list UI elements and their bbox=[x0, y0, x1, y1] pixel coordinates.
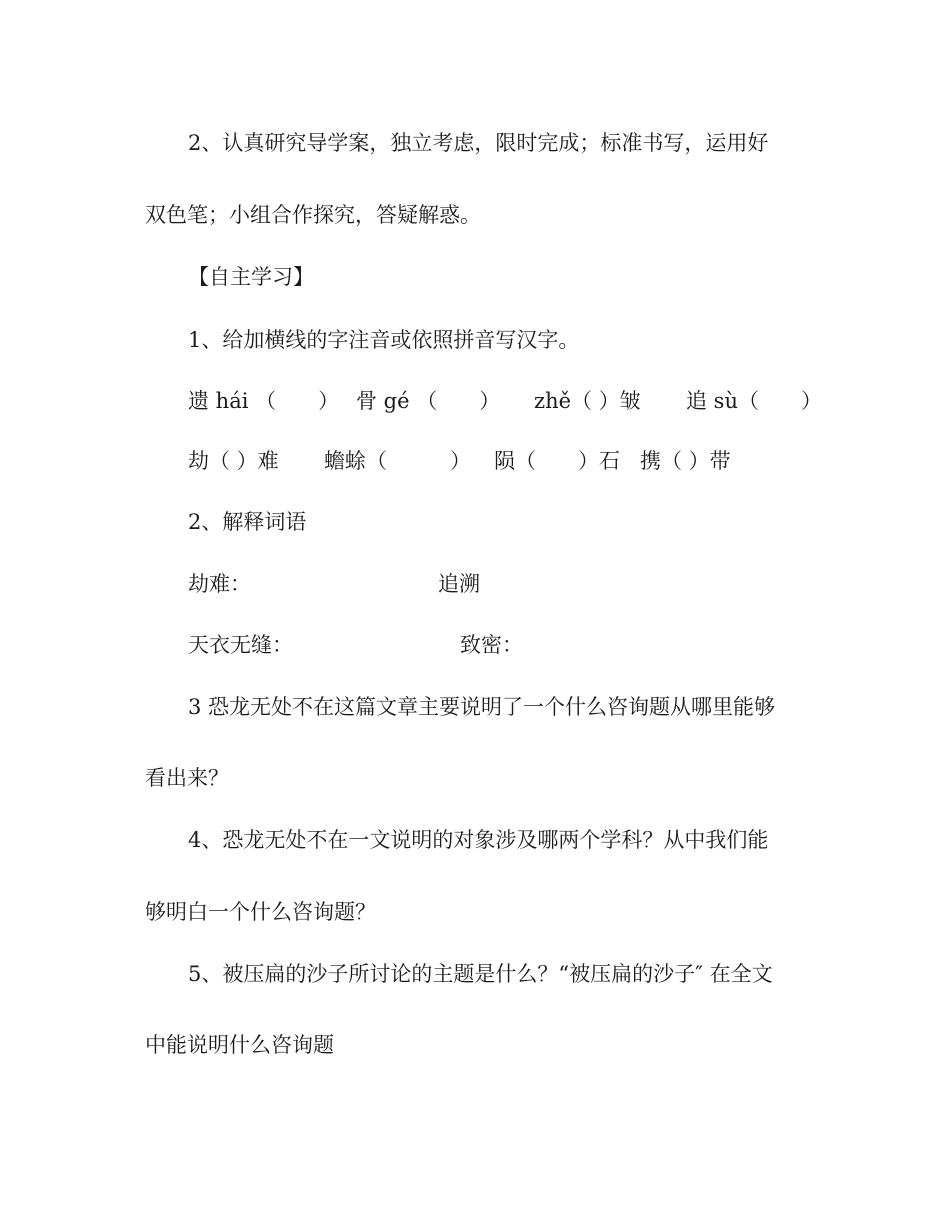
term-label: 劫难： bbox=[188, 572, 251, 596]
document-page: 2、认真研究导学案，独立考虑，限时完成；标准书写，运用好 双色笔；小组合作探究，答疑解惑。 【自主学习】 1、给加横线的字注音或依照拼音写汉字。 遗 hái （ ） 骨 gé （ ） zhě（ ）皱 追 sù（ ） 劫（ ）难 蟾蜍（ ） 陨（ ）石 携（ ）带 2、解释词语 劫难： 追溯 天衣无缝： 致密： 3 恐龙无处不在这篇文章主要说明了一个什么咨询题从哪里能够 看出来？ 4、恐龙无处不在一文说明的对象涉及哪两个学科？从中我们能 够明白一个什么咨询题？ 5、被压扁的沙子所讨论的主题是什么？“被压扁的沙子″ 在全文 中能说明什么咨询题 bbox=[145, 131, 822, 1057]
term-label: 致密： bbox=[460, 633, 523, 657]
pinyin-item: 追 sù（ ） bbox=[686, 389, 822, 413]
pinyin-item: 蟾蜍（ ） bbox=[324, 449, 471, 473]
pinyin-item: 劫（ ）难 bbox=[188, 449, 279, 473]
pinyin-item: 携（ ）带 bbox=[640, 449, 731, 473]
term-label: 追溯 bbox=[438, 572, 480, 596]
term-label: 天衣无缝： bbox=[188, 633, 293, 657]
pinyin-item: zhě（ ）皱 bbox=[534, 389, 641, 413]
pinyin-item: 骨 gé （ ） bbox=[356, 389, 501, 413]
pinyin-item: 遗 hái （ ） bbox=[188, 389, 340, 413]
pinyin-item: 陨（ ）石 bbox=[494, 449, 620, 473]
